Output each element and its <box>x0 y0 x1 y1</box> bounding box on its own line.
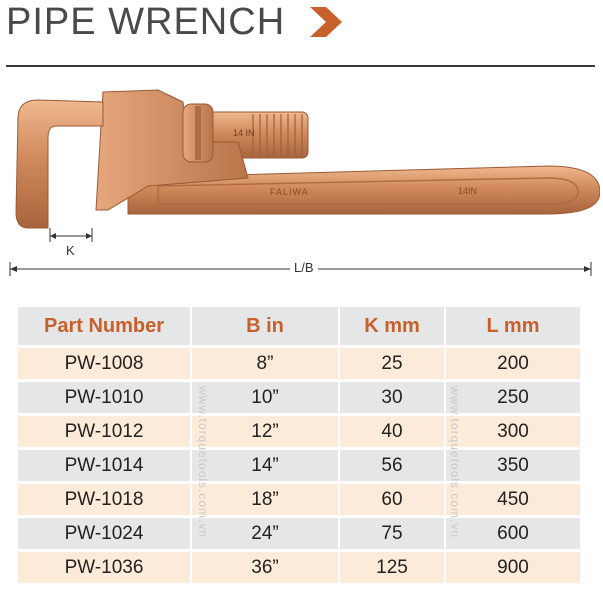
cell-l-mm: 300 <box>446 416 580 447</box>
cell-l-mm: 900 <box>446 552 580 583</box>
cell-l-mm: 600 <box>446 518 580 549</box>
cell-part-number: PW-1010 <box>18 382 190 413</box>
cell-b-in: 14” <box>192 450 338 481</box>
cell-k-mm: 60 <box>340 484 444 515</box>
page-title: PIPE WRENCH <box>6 1 286 43</box>
handle-marking: 14IN <box>458 186 478 196</box>
table-row <box>18 518 580 549</box>
title-divider <box>6 65 595 67</box>
cell-l-mm: 350 <box>446 450 580 481</box>
cell-l-mm: 450 <box>446 484 580 515</box>
table-row <box>18 348 580 379</box>
dimension-k-label: K <box>66 243 75 258</box>
table-row <box>18 382 580 413</box>
cell-part-number: PW-1008 <box>18 348 190 379</box>
cell-k-mm: 125 <box>340 552 444 583</box>
cell-b-in: 8” <box>192 348 338 379</box>
table-header-row <box>18 307 580 345</box>
cell-b-in: 18” <box>192 484 338 515</box>
cell-l-mm: 250 <box>446 382 580 413</box>
column-header-l-mm: L mm <box>446 307 580 345</box>
cell-b-in: 10” <box>192 382 338 413</box>
column-header-k-mm: K mm <box>340 307 444 345</box>
chevron-right-icon <box>306 5 344 39</box>
specification-table <box>16 304 582 586</box>
pipe-wrench-image <box>8 82 600 242</box>
table-row <box>18 416 580 447</box>
watermark-text: www.torquetools.com.vn <box>448 386 462 539</box>
cell-part-number: PW-1018 <box>18 484 190 515</box>
cell-b-in: 24” <box>192 518 338 549</box>
cell-k-mm: 40 <box>340 416 444 447</box>
cell-part-number: PW-1036 <box>18 552 190 583</box>
table-row <box>18 552 580 583</box>
cell-l-mm: 200 <box>446 348 580 379</box>
table-row <box>18 450 580 481</box>
table-row <box>18 484 580 515</box>
cell-k-mm: 25 <box>340 348 444 379</box>
size-marking: 14 IN <box>233 128 255 138</box>
cell-part-number: PW-1014 <box>18 450 190 481</box>
cell-k-mm: 56 <box>340 450 444 481</box>
brand-marking: FALIWA <box>270 187 309 197</box>
cell-part-number: PW-1012 <box>18 416 190 447</box>
dimension-lb-label: L/B <box>290 260 318 275</box>
cell-b-in: 36” <box>192 552 338 583</box>
cell-b-in: 12” <box>192 416 338 447</box>
cell-k-mm: 30 <box>340 382 444 413</box>
cell-k-mm: 75 <box>340 518 444 549</box>
column-header-part-number: Part Number <box>18 307 190 345</box>
watermark-text: www.torquetools.com.vn <box>196 386 210 539</box>
column-header-b-in: B in <box>192 307 338 345</box>
cell-part-number: PW-1024 <box>18 518 190 549</box>
